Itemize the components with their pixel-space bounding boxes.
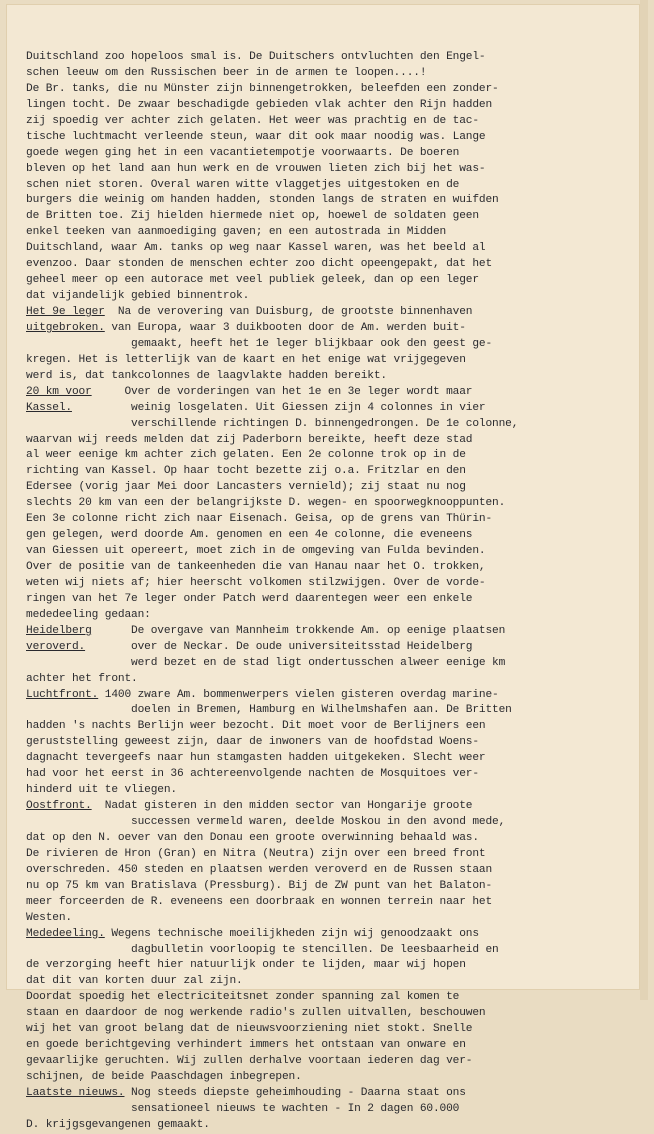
text-line: schen niet storen. Overal waren witte vlaggetjes uitgestoken en de bbox=[26, 178, 460, 191]
text-line: waarvan wij reeds melden dat zij Paderborn bereikte, heeft deze stad bbox=[26, 433, 473, 446]
text-line: van Giessen uit opereert, moet zich in de omgeving van Fulda bevinden. bbox=[26, 545, 486, 558]
text-line: al weer eenige km achter zich gelaten. Een 2e colonne trok op in de bbox=[26, 449, 466, 462]
text-line: staan en daardoor de nog werkende radio's zullen uitvallen, beschouwen bbox=[26, 1007, 486, 1020]
text-line: werd is, dat tankcolonnes de laagvlakte hadden bereikt. bbox=[26, 369, 387, 382]
text-line: schen leeuw om den Russischen beer in de armen te loopen....! bbox=[26, 66, 427, 79]
text-line: hadden 's nachts Berlijn weer bezocht. Dit moet voor de Berlijners een bbox=[26, 720, 486, 733]
section-heading: Luchtfront. bbox=[26, 688, 99, 701]
text-line: weten wij niets af; hier heerscht volkomen stilzwijgen. Over de vorde- bbox=[26, 576, 486, 589]
text-line: dagnacht tevergeefs naar hun stamgasten hadden uitgekeken. Slecht weer bbox=[26, 752, 486, 765]
text-line: successen vermeld waren, deelde Moskou in den avond mede, bbox=[26, 816, 506, 828]
section-heading: veroverd. bbox=[26, 640, 86, 653]
text-line: Heidelberg De overgave van Mannheim trokkende Am. op eenige plaatsen bbox=[26, 624, 506, 637]
section-heading: Kassel. bbox=[26, 401, 72, 414]
text-line: achter het front. bbox=[26, 672, 138, 685]
text-line: gemaakt, heeft het 1e leger blijkbaar ook den geest ge- bbox=[26, 337, 493, 350]
text-line: evenzoo. Daar stonden de menschen echter zoo dicht opeengepakt, dat het bbox=[26, 258, 493, 271]
text-line: Edersee (vorig jaar Mei door Lancasters vernield); zij staat nu nog bbox=[26, 481, 466, 494]
text-line: wij het van groot belang dat de nieuwsvoorziening niet stokt. Snelle bbox=[26, 1023, 473, 1036]
text-line: dat vijandelijk gebied binnentrok. bbox=[26, 290, 250, 303]
text-line: Westen. bbox=[26, 911, 72, 924]
text-line: meer forceerden de R. eveneens een doorbraak en wonnen terrein naar het bbox=[26, 895, 493, 908]
text-line: Mededeeling. Wegens technische moeilijkheden zijn wij genoodzaakt ons bbox=[26, 927, 479, 940]
text-line: Over de positie van de tankeenheden die van Hanau naar het O. trokken, bbox=[26, 561, 486, 573]
text-line: overschreden. 450 steden en plaatsen werden veroverd en de Russen staan bbox=[26, 863, 493, 876]
text-line: Een 3e colonne richt zich naar Eisenach. Geisa, op de grens van Thürin- bbox=[26, 513, 493, 526]
section-heading: Oostfront. bbox=[26, 800, 92, 813]
text-line: De Br. tanks, die nu Münster zijn binnengetrokken, beleefden een zonder- bbox=[26, 82, 499, 95]
text-line: werd bezet en de stad ligt ondertusschen alweer eenige km bbox=[26, 656, 506, 669]
bulletin-text bbox=[26, 50, 610, 1134]
section-heading: Het 9e leger bbox=[26, 306, 105, 318]
section-heading: Heidelberg bbox=[26, 624, 92, 637]
text-line: dat dit van korten duur zal zijn. bbox=[26, 975, 243, 988]
text-line: sensationeel nieuws te wachten - In 2 dagen 60.000 bbox=[26, 1102, 460, 1115]
section-heading: uitgebroken. bbox=[26, 321, 105, 334]
text-line: doelen in Bremen, Hamburg en Wilhelmshafen aan. De Britten bbox=[26, 704, 512, 717]
text-line: richting van Kassel. Op haar tocht bezette zij o.a. Fritzlar en den bbox=[26, 465, 466, 478]
text-line: Laatste nieuws. Nog steeds diepste geheimhouding - Daarna staat ons bbox=[26, 1086, 466, 1099]
text-line: gen gelegen, werd doorde Am. genomen en een 4e colonne, die eveneens bbox=[26, 529, 473, 542]
text-line: 20 km voor Over de vorderingen van het 1e en 3e leger wordt maar bbox=[26, 385, 473, 398]
text-line: Duitschland zoo hopeloos smal is. De Duitschers ontvluchten den Engel- bbox=[26, 51, 486, 63]
text-line: Doordat spoedig het electriciteitsnet zonder spanning zal komen te bbox=[26, 991, 460, 1004]
text-line: en goede berichtgeving verhindert immers het ontstaan van onware en bbox=[26, 1039, 466, 1052]
text-line: slechts 20 km van een der belangrijkste D. wegen- en spoorwegknooppunten. bbox=[26, 497, 506, 510]
text-line: dat op den N. oever van den Donau een groote overwinning behaald was. bbox=[26, 831, 479, 844]
section-heading: Laatste nieuws. bbox=[26, 1086, 125, 1099]
text-line: goede wegen ging het in een vacantietempotje voorwaarts. De boeren bbox=[26, 146, 460, 159]
text-line: bleven op het land aan hun werk en de vrouwen lieten zich bij het was- bbox=[26, 162, 486, 175]
section-heading: 20 km voor bbox=[26, 385, 92, 398]
text-line: de verzorging heeft hier natuurlijk onder te lijden, maar wij hopen bbox=[26, 959, 466, 972]
text-line: dagbulletin voorloopig te stencillen. De leesbaarheid en bbox=[26, 943, 499, 956]
text-line: Oostfront. Nadat gisteren in den midden sector van Hongarije groote bbox=[26, 800, 473, 813]
text-line: ringen van het 7e leger onder Patch werd daarentegen weer een enkele bbox=[26, 592, 473, 605]
paper-edge bbox=[640, 0, 648, 1000]
text-line: zij spoedig ver achter zich gelaten. Het weer was prachtig en de tac- bbox=[26, 114, 479, 127]
text-line: gevaarlijke geruchten. Wij zullen derhalve voortaan iederen dag ver- bbox=[26, 1055, 473, 1068]
text-line: geruststelling geweest zijn, daar de inwoners van de hoofdstad Woens- bbox=[26, 736, 479, 749]
text-line: nu op 75 km van Bratislava (Pressburg). Bij de ZW punt van het Balaton- bbox=[26, 879, 493, 892]
text-line: veroverd. over de Neckar. De oude universiteitsstad Heidelberg bbox=[26, 640, 473, 653]
text-line: De rivieren de Hron (Gran) en Nitra (Neutra) zijn over een breed front bbox=[26, 847, 486, 860]
text-line: Het 9e leger Na de verovering van Duisburg, de grootste binnenhaven bbox=[26, 306, 473, 318]
text-line: hinderd uit te vliegen. bbox=[26, 784, 177, 797]
text-line: enkel teeken van aanmoediging gaven; en een autostrada in Midden bbox=[26, 226, 447, 239]
text-line: mededeeling gedaan: bbox=[26, 608, 151, 621]
text-line: uitgebroken. van Europa, waar 3 duikbooten door de Am. werden buit- bbox=[26, 321, 466, 334]
text-line: burgers die weinig om handen hadden, stonden langs de straten en wuifden bbox=[26, 194, 499, 207]
text-line: schijnen, de beide Paaschdagen inbegrepen. bbox=[26, 1071, 302, 1083]
text-line: kregen. Het is letterlijk van de kaart en het enige wat vrijgegeven bbox=[26, 353, 466, 366]
text-line: geheel meer op een autorace met veel publiek geleek, dan op een leger bbox=[26, 274, 479, 287]
text-line: de Britten toe. Zij hielden hiermede niet op, hoewel de soldaten geen bbox=[26, 210, 479, 223]
text-line: Luchtfront. 1400 zware Am. bommenwerpers vielen gisteren overdag marine- bbox=[26, 688, 499, 701]
text-line: verschillende richtingen D. binnengedrongen. De 1e colonne, bbox=[26, 417, 519, 430]
text-line: had voor het eerst in 36 achtereenvolgende nachten de Mosquitoes ver- bbox=[26, 768, 479, 781]
text-line: D. krijgsgevangenen gemaakt. bbox=[26, 1118, 210, 1131]
section-heading: Mededeeling. bbox=[26, 927, 105, 940]
text-line: tische luchtmacht verleende steun, waar dit ook maar noodig was. Lange bbox=[26, 130, 486, 143]
text-line: Kassel. weinig losgelaten. Uit Giessen zijn 4 colonnes in vier bbox=[26, 401, 486, 414]
text-line: lingen tocht. De zwaar beschadigde gebieden vlak achter den Rijn hadden bbox=[26, 98, 493, 111]
text-line: Duitschland, waar Am. tanks op weg naar Kassel waren, was het beeld al bbox=[26, 242, 486, 255]
